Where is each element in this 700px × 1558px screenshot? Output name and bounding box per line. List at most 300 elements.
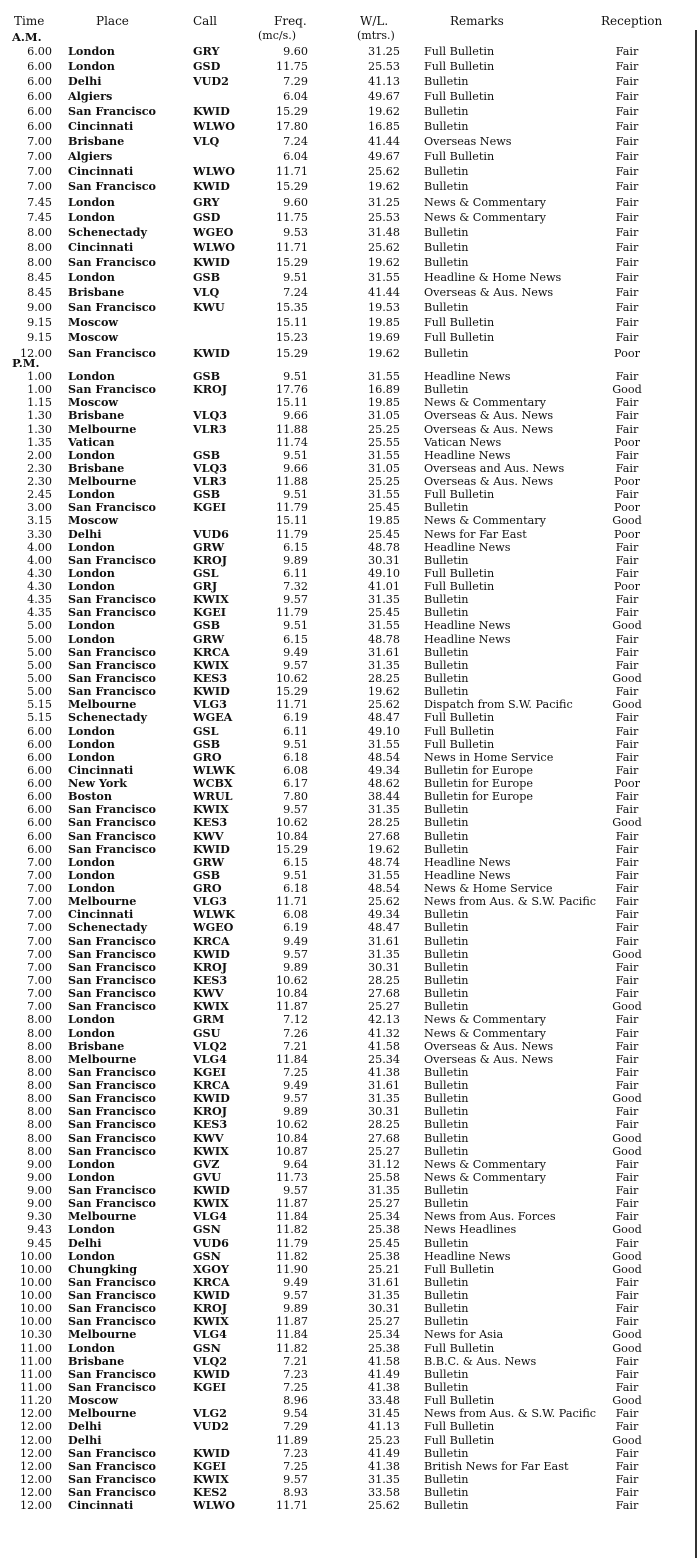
remarks-cell: Headline News xyxy=(424,868,511,882)
freq-cell: 9.49 xyxy=(283,1275,308,1289)
reception-cell: Fair xyxy=(615,1420,639,1434)
remarks-cell: Full Bulletin xyxy=(424,580,495,594)
remarks-cell: Bulletin xyxy=(424,383,469,397)
remarks-cell: Bulletin xyxy=(424,165,469,179)
schedule-row xyxy=(0,1066,700,1079)
call-cell: WCBX xyxy=(193,776,233,791)
schedule-row xyxy=(0,1053,700,1066)
remarks-cell: Bulletin xyxy=(424,1236,469,1250)
place-cell: Delhi xyxy=(68,73,102,88)
place-cell: Melbourne xyxy=(68,1406,137,1421)
reception-cell: Fair xyxy=(615,422,639,436)
reception-cell: Poor xyxy=(614,501,640,515)
freq-cell: 10.62 xyxy=(275,973,308,987)
call-cell: GSB xyxy=(193,270,221,284)
header-time: Time xyxy=(14,14,45,28)
place-cell: London xyxy=(68,487,115,502)
reception-cell: Fair xyxy=(615,331,639,345)
reception-cell: Fair xyxy=(615,225,639,239)
freq-cell: 15.29 xyxy=(275,104,308,118)
place-cell: Moscow xyxy=(68,395,119,410)
call-cell: GRW xyxy=(193,631,225,646)
call-cell: KRCA xyxy=(193,1274,230,1289)
call-cell: KGEI xyxy=(193,1064,227,1079)
remarks-cell: News & Commentary xyxy=(424,195,546,209)
remarks-cell: Bulletin xyxy=(424,255,469,269)
reception-cell: Fair xyxy=(615,750,639,764)
time-cell: 11.00 xyxy=(19,1341,52,1355)
freq-cell: 11.82 xyxy=(275,1249,308,1263)
wl-cell: 19.85 xyxy=(367,514,400,528)
section-pm-label: P.M. xyxy=(12,356,40,370)
reception-cell: Fair xyxy=(615,461,639,475)
time-cell: 8.45 xyxy=(27,271,52,284)
reception-cell: Fair xyxy=(615,1170,639,1184)
time-cell: 8.00 xyxy=(27,1144,52,1158)
reception-cell: Fair xyxy=(615,973,639,987)
freq-cell: 11.87 xyxy=(275,1315,308,1329)
call-cell: GRM xyxy=(193,1012,225,1027)
schedule-row xyxy=(0,241,700,254)
time-cell: 9.00 xyxy=(27,1157,52,1171)
time-cell: 4.35 xyxy=(27,593,52,607)
schedule-row xyxy=(0,90,700,103)
call-cell: GRY xyxy=(193,194,220,209)
wl-cell: 30.31 xyxy=(367,553,400,567)
call-cell: VUD6 xyxy=(193,1235,229,1250)
wl-cell: 48.74 xyxy=(367,855,400,869)
reception-cell: Fair xyxy=(615,448,639,462)
wl-cell: 25.34 xyxy=(367,1328,400,1342)
place-cell: San Francisco xyxy=(68,1274,157,1289)
time-cell: 7.00 xyxy=(27,165,52,179)
freq-cell: 10.84 xyxy=(275,1131,308,1145)
schedule-row xyxy=(0,580,700,593)
call-cell: KES3 xyxy=(193,670,228,685)
remarks-cell: Bulletin xyxy=(424,1486,469,1500)
reception-cell: Fair xyxy=(615,1315,639,1329)
reception-cell: Fair xyxy=(615,632,639,646)
reception-cell: Fair xyxy=(615,104,639,118)
remarks-cell: Bulletin xyxy=(424,1315,469,1329)
wl-cell: 25.34 xyxy=(367,1210,400,1224)
place-cell: London xyxy=(68,1222,115,1237)
reception-cell: Good xyxy=(612,1328,642,1342)
schedule-row xyxy=(0,1328,700,1341)
freq-cell: 10.62 xyxy=(275,1118,308,1132)
time-cell: 7.00 xyxy=(27,150,52,164)
wl-cell: 41.01 xyxy=(367,580,400,594)
time-cell: 6.00 xyxy=(27,790,52,804)
freq-cell: 9.53 xyxy=(283,225,308,239)
time-cell: 12.00 xyxy=(19,1499,52,1513)
time-cell: 3.00 xyxy=(27,501,52,515)
schedule-row xyxy=(0,1223,700,1236)
time-cell: 7.00 xyxy=(27,947,52,961)
freq-cell: 11.71 xyxy=(275,895,308,909)
call-cell: KWIX xyxy=(193,1143,229,1158)
schedule-row xyxy=(0,286,700,299)
time-cell: 7.00 xyxy=(27,180,52,194)
place-cell: London xyxy=(68,736,115,751)
schedule-row xyxy=(0,105,700,118)
time-cell: 8.00 xyxy=(27,1026,52,1040)
call-cell: WLWO xyxy=(193,239,235,254)
remarks-cell: News & Home Service xyxy=(424,882,553,896)
remarks-cell: Vatican News xyxy=(424,435,502,449)
wl-cell: 49.67 xyxy=(367,89,400,103)
remarks-cell: Bulletin xyxy=(424,1079,469,1093)
wl-cell: 31.35 xyxy=(367,1092,400,1106)
time-cell: 6.00 xyxy=(27,120,52,133)
time-cell: 9.00 xyxy=(27,1197,52,1211)
reception-cell: Fair xyxy=(615,1184,639,1198)
freq-cell: 7.25 xyxy=(283,1065,308,1079)
time-cell: 5.00 xyxy=(27,645,52,659)
call-cell: GSB xyxy=(193,447,221,462)
call-cell: KRCA xyxy=(193,1078,230,1093)
schedule-row xyxy=(0,396,700,409)
time-cell: 9.15 xyxy=(27,331,52,345)
place-cell: San Francisco xyxy=(68,1196,157,1211)
schedule-row xyxy=(0,567,700,580)
call-cell: GVZ xyxy=(193,1156,220,1171)
reception-cell: Fair xyxy=(615,255,639,269)
call-cell: KES3 xyxy=(193,1117,228,1132)
reception-cell: Fair xyxy=(615,855,639,869)
remarks-cell: Bulletin xyxy=(424,921,469,935)
time-cell: 11.00 xyxy=(19,1367,52,1381)
remarks-cell: News in Home Service xyxy=(424,750,554,764)
wl-cell: 31.12 xyxy=(367,1157,400,1171)
call-cell: GSB xyxy=(193,736,221,751)
call-cell: VLQ2 xyxy=(193,1038,228,1053)
wl-cell: 48.78 xyxy=(367,540,400,554)
remarks-cell: Overseas & Aus. News xyxy=(424,1039,554,1053)
freq-cell: 9.66 xyxy=(283,409,308,423)
schedule-row xyxy=(0,1079,700,1092)
time-cell: 8.00 xyxy=(27,225,52,239)
time-cell: 7.45 xyxy=(27,195,52,209)
reception-cell: Fair xyxy=(615,59,639,73)
wl-cell: 31.05 xyxy=(367,461,400,475)
wl-cell: 19.62 xyxy=(367,180,400,194)
call-cell: KROJ xyxy=(193,959,228,974)
place-cell: London xyxy=(68,1156,115,1171)
reception-cell: Fair xyxy=(615,271,639,284)
freq-cell: 10.62 xyxy=(275,816,308,830)
place-cell: San Francisco xyxy=(68,815,157,830)
time-cell: 6.00 xyxy=(27,104,52,118)
reception-cell: Poor xyxy=(614,527,640,541)
schedule-row xyxy=(0,1145,700,1158)
remarks-cell: Bulletin xyxy=(424,501,469,515)
call-cell: GSB xyxy=(193,487,221,502)
freq-cell: 9.57 xyxy=(283,803,308,817)
remarks-cell: Bulletin for Europe xyxy=(424,763,534,777)
place-cell: Melbourne xyxy=(68,697,137,712)
remarks-cell: Full Bulletin xyxy=(424,737,495,751)
wl-cell: 25.45 xyxy=(367,1236,400,1250)
freq-cell: 15.23 xyxy=(275,331,308,345)
freq-cell: 15.29 xyxy=(275,255,308,269)
time-cell: 6.00 xyxy=(27,750,52,764)
place-cell: Schenectady xyxy=(68,710,147,725)
schedule-row xyxy=(0,1342,700,1355)
place-cell: Brisbane xyxy=(68,1353,125,1368)
reception-cell: Fair xyxy=(615,180,639,194)
time-cell: 6.00 xyxy=(27,74,52,88)
call-cell: KWID xyxy=(193,1183,230,1198)
freq-cell: 10.62 xyxy=(275,671,308,685)
place-cell: San Francisco xyxy=(68,179,157,194)
time-cell: 6.00 xyxy=(27,737,52,751)
schedule-row xyxy=(0,711,700,724)
schedule-row xyxy=(0,45,700,58)
schedule-row xyxy=(0,1013,700,1026)
schedule-row xyxy=(0,948,700,961)
wl-cell: 25.25 xyxy=(367,475,400,489)
reception-cell: Fair xyxy=(615,1459,639,1473)
schedule-row xyxy=(0,75,700,88)
wl-cell: 19.62 xyxy=(367,346,400,360)
freq-cell: 7.26 xyxy=(283,1026,308,1040)
reception-cell: Good xyxy=(612,1249,642,1263)
reception-cell: Fair xyxy=(615,1118,639,1132)
time-cell: 7.00 xyxy=(27,973,52,987)
remarks-cell: Overseas & Aus. News xyxy=(424,475,554,489)
time-cell: 6.00 xyxy=(27,724,52,738)
reception-cell: Fair xyxy=(615,803,639,817)
freq-cell: 15.29 xyxy=(275,842,308,856)
time-cell: 7.45 xyxy=(27,210,52,224)
remarks-cell: News for Far East xyxy=(424,527,527,541)
call-cell: KWID xyxy=(193,345,230,360)
wl-cell: 48.54 xyxy=(367,882,400,896)
section-am-label: A.M. xyxy=(12,30,42,44)
reception-cell: Fair xyxy=(615,1486,639,1500)
remarks-cell: Bulletin xyxy=(424,1289,469,1303)
reception-cell: Poor xyxy=(614,475,640,489)
wl-cell: 25.53 xyxy=(367,59,400,73)
schedule-row xyxy=(0,475,700,488)
call-cell: WLWO xyxy=(193,1498,235,1513)
schedule-row xyxy=(0,856,700,869)
schedule-row xyxy=(0,790,700,803)
wl-cell: 31.61 xyxy=(367,1079,400,1093)
wl-unit: (mtrs.) xyxy=(357,29,395,42)
time-cell: 9.45 xyxy=(27,1236,52,1250)
wl-cell: 42.13 xyxy=(367,1013,400,1027)
freq-cell: 11.79 xyxy=(275,606,308,620)
reception-cell: Fair xyxy=(615,987,639,1001)
remarks-cell: Bulletin xyxy=(424,1105,469,1119)
wl-cell: 48.47 xyxy=(367,921,400,935)
remarks-cell: Headline News xyxy=(424,370,511,383)
freq-cell: 15.29 xyxy=(275,346,308,360)
place-cell: San Francisco xyxy=(68,382,157,397)
wl-cell: 41.44 xyxy=(367,135,400,149)
schedule-row xyxy=(0,843,700,856)
wl-cell: 25.38 xyxy=(367,1223,400,1237)
remarks-cell: Overseas & Aus. News xyxy=(424,422,554,436)
wl-cell: 28.25 xyxy=(367,1118,400,1132)
wl-cell: 16.89 xyxy=(367,383,400,397)
reception-cell: Fair xyxy=(615,44,639,58)
remarks-cell: Headline & Home News xyxy=(424,271,562,284)
remarks-cell: News & Commentary xyxy=(424,396,546,410)
time-cell: 5.00 xyxy=(27,632,52,646)
remarks-cell: Bulletin xyxy=(424,645,469,659)
remarks-cell: Full Bulletin xyxy=(424,44,495,58)
call-cell: KWID xyxy=(193,946,230,961)
call-cell: KWID xyxy=(193,179,230,194)
time-cell: 7.00 xyxy=(27,921,52,935)
schedule-row xyxy=(0,1394,700,1407)
wl-cell: 16.85 xyxy=(367,120,400,133)
remarks-cell: Bulletin for Europe xyxy=(424,777,534,791)
schedule-row xyxy=(0,331,700,344)
remarks-cell: Bulletin xyxy=(424,658,469,672)
remarks-cell: Full Bulletin xyxy=(424,1394,495,1408)
wl-cell: 41.38 xyxy=(367,1065,400,1079)
freq-cell: 6.11 xyxy=(283,724,308,738)
schedule-row xyxy=(0,1460,700,1473)
call-cell: KWID xyxy=(193,1366,230,1381)
wl-cell: 28.25 xyxy=(367,973,400,987)
call-cell: KGEI xyxy=(193,605,227,620)
remarks-cell: Headline News xyxy=(424,632,511,646)
time-cell: 12.00 xyxy=(19,346,52,360)
reception-cell: Good xyxy=(612,1000,642,1014)
schedule-row xyxy=(0,816,700,829)
time-cell: 7.00 xyxy=(27,882,52,896)
schedule-row xyxy=(0,120,700,133)
freq-cell: 11.79 xyxy=(275,527,308,541)
wl-cell: 19.85 xyxy=(367,396,400,410)
place-cell: San Francisco xyxy=(68,644,157,659)
freq-cell: 11.71 xyxy=(275,698,308,712)
call-cell: WGEO xyxy=(193,224,234,239)
time-cell: 2.45 xyxy=(27,488,52,502)
place-cell: Moscow xyxy=(68,513,119,528)
schedule-row xyxy=(0,301,700,314)
wl-cell: 41.13 xyxy=(367,74,400,88)
call-cell: VLR3 xyxy=(193,474,227,489)
reception-cell: Fair xyxy=(615,685,639,699)
wl-cell: 49.34 xyxy=(367,908,400,922)
wl-cell: 31.35 xyxy=(367,658,400,672)
call-cell: VUD6 xyxy=(193,526,229,541)
time-cell: 11.00 xyxy=(19,1354,52,1368)
schedule-row xyxy=(0,409,700,422)
schedule-row xyxy=(0,935,700,948)
freq-cell: 15.11 xyxy=(275,316,308,330)
place-cell: London xyxy=(68,565,115,580)
time-cell: 1.30 xyxy=(27,409,52,423)
schedule-row xyxy=(0,1315,700,1328)
schedule-row xyxy=(0,541,700,554)
remarks-cell: Bulletin xyxy=(424,1184,469,1198)
time-cell: 12.00 xyxy=(19,1407,52,1421)
freq-cell: 6.17 xyxy=(283,777,308,791)
place-cell: San Francisco xyxy=(68,1078,157,1093)
place-cell: San Francisco xyxy=(68,605,157,620)
freq-cell: 7.21 xyxy=(283,1354,308,1368)
reception-cell: Fair xyxy=(615,488,639,502)
call-cell: KWIX xyxy=(193,1196,229,1211)
schedule-row xyxy=(0,1302,700,1315)
call-cell: GSL xyxy=(193,565,219,580)
time-cell: 8.00 xyxy=(27,1092,52,1106)
freq-cell: 10.84 xyxy=(275,987,308,1001)
schedule-row xyxy=(0,1447,700,1460)
reception-cell: Fair xyxy=(615,1367,639,1381)
time-cell: 4.00 xyxy=(27,540,52,554)
reception-cell: Fair xyxy=(615,210,639,224)
schedule-row xyxy=(0,1118,700,1131)
remarks-cell: Bulletin xyxy=(424,553,469,567)
reception-cell: Fair xyxy=(615,1499,639,1513)
time-cell: 7.00 xyxy=(27,895,52,909)
reception-cell: Fair xyxy=(615,1065,639,1079)
time-cell: 1.30 xyxy=(27,422,52,436)
remarks-cell: Overseas News xyxy=(424,135,512,149)
reception-cell: Fair xyxy=(615,74,639,88)
freq-cell: 9.64 xyxy=(283,1157,308,1171)
place-cell: London xyxy=(68,881,115,896)
wl-cell: 25.62 xyxy=(367,240,400,254)
place-cell: San Francisco xyxy=(68,1104,157,1119)
place-cell: San Francisco xyxy=(68,1445,157,1460)
time-cell: 9.15 xyxy=(27,316,52,330)
wl-cell: 25.58 xyxy=(367,1170,400,1184)
call-cell: GSN xyxy=(193,1248,221,1263)
time-cell: 8.45 xyxy=(27,286,52,300)
place-cell: Cincinnati xyxy=(68,164,134,179)
time-cell: 6.00 xyxy=(27,842,52,856)
place-cell: Cincinnati xyxy=(68,907,134,922)
place-cell: San Francisco xyxy=(68,592,157,607)
wl-cell: 25.53 xyxy=(367,210,400,224)
freq-cell: 11.79 xyxy=(275,1236,308,1250)
place-cell: Brisbane xyxy=(68,285,125,300)
reception-cell: Fair xyxy=(615,165,639,179)
reception-cell: Good xyxy=(612,1433,642,1447)
time-cell: 10.00 xyxy=(19,1275,52,1289)
call-cell: WLWK xyxy=(193,762,235,777)
time-cell: 6.00 xyxy=(27,803,52,817)
place-cell: Melbourne xyxy=(68,421,137,436)
freq-cell: 9.51 xyxy=(283,868,308,882)
freq-cell: 11.79 xyxy=(275,501,308,515)
wl-cell: 25.27 xyxy=(367,1315,400,1329)
wl-cell: 31.05 xyxy=(367,409,400,423)
time-cell: 9.43 xyxy=(27,1223,52,1237)
place-cell: London xyxy=(68,539,115,554)
remarks-cell: News & Commentary xyxy=(424,1026,546,1040)
remarks-cell: Headline News xyxy=(424,448,511,462)
place-cell: Melbourne xyxy=(68,894,137,909)
reception-cell: Fair xyxy=(615,763,639,777)
schedule-row xyxy=(0,436,700,449)
place-cell: Schenectady xyxy=(68,224,147,239)
call-cell: WGEA xyxy=(193,710,233,725)
freq-cell: 9.51 xyxy=(283,448,308,462)
schedule-row xyxy=(0,895,700,908)
reception-cell: Poor xyxy=(614,435,640,449)
freq-cell: 11.90 xyxy=(275,1262,308,1276)
